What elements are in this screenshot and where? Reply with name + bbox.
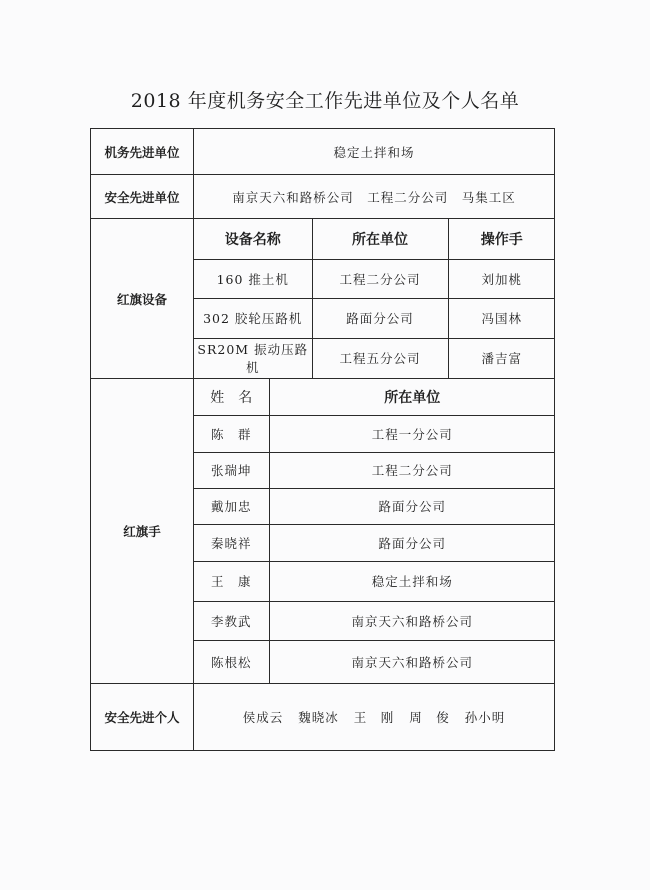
safety-person-name: 周 俊 (409, 710, 450, 725)
label-safety-person: 安全先进个人 (91, 684, 194, 751)
person-unit: 路面分公司 (269, 488, 555, 524)
equipment-unit: 路面分公司 (312, 298, 448, 338)
safety-person-name: 魏晓冰 (298, 710, 339, 725)
person-header-name: 姓 名 (194, 379, 269, 415)
person-header-row (194, 379, 555, 415)
person-row (194, 488, 555, 524)
equipment-operator: 冯国林 (448, 298, 555, 338)
person-unit: 南京天六和路桥公司 (269, 640, 555, 683)
value-safety-unit: 南京天六和路桥公司 工程二分公司 马集工区 (194, 175, 555, 219)
equipment-name: SR20M 振动压路机 (194, 338, 312, 378)
equipment-table-cell (194, 219, 555, 379)
equipment-name: 160 推土机 (194, 259, 312, 298)
label-machine-unit: 机务先进单位 (91, 129, 194, 175)
person-name: 陈 群 (194, 415, 269, 452)
person-row (194, 415, 555, 452)
equipment-operator: 刘加桃 (448, 259, 555, 298)
person-row (194, 561, 555, 601)
row-machine-unit (91, 129, 555, 175)
person-name: 陈根松 (194, 640, 269, 683)
person-unit: 路面分公司 (269, 524, 555, 561)
person-table-cell (194, 379, 555, 684)
equipment-operator: 潘吉富 (448, 338, 555, 378)
value-machine-unit: 稳定土拌和场 (194, 129, 555, 175)
person-name: 李教武 (194, 601, 269, 640)
honor-list-table (90, 128, 555, 751)
person-row (194, 524, 555, 561)
equipment-unit: 工程五分公司 (312, 338, 448, 378)
row-safety-unit (91, 175, 555, 219)
person-row (194, 601, 555, 640)
person-unit: 稳定土拌和场 (269, 561, 555, 601)
equipment-name: 302 胶轮压路机 (194, 298, 312, 338)
person-name: 秦晓祥 (194, 524, 269, 561)
equipment-header-row (194, 219, 555, 259)
equipment-row (194, 338, 555, 378)
safety-person-name: 王 刚 (353, 710, 395, 725)
equipment-header-unit: 所在单位 (312, 219, 448, 259)
label-red-flag-person: 红旗手 (91, 379, 194, 684)
person-name: 戴加忠 (194, 488, 269, 524)
person-header-unit: 所在单位 (269, 379, 555, 415)
person-unit: 南京天六和路桥公司 (269, 601, 555, 640)
row-safety-person (91, 684, 555, 751)
safety-person-name: 孙小明 (464, 710, 506, 725)
label-red-flag-equipment: 红旗设备 (91, 219, 194, 379)
equipment-header-operator: 操作手 (448, 219, 555, 259)
person-table (194, 379, 555, 683)
equipment-row (194, 259, 555, 298)
person-row (194, 452, 555, 488)
safety-person-names (194, 684, 555, 751)
row-red-flag-person (91, 379, 555, 684)
equipment-header-name: 设备名称 (194, 219, 312, 259)
person-row (194, 640, 555, 683)
person-unit: 工程一分公司 (269, 415, 555, 452)
person-name: 王 康 (194, 561, 269, 601)
equipment-unit: 工程二分公司 (312, 259, 448, 298)
label-safety-unit: 安全先进单位 (91, 175, 194, 219)
document-title: 2018 年度机务安全工作先进单位及个人名单 (130, 90, 520, 112)
equipment-table (194, 219, 555, 378)
row-red-flag-equipment (91, 219, 555, 379)
person-name: 张瑞坤 (194, 452, 269, 488)
person-unit: 工程二分公司 (269, 452, 555, 488)
equipment-row (194, 298, 555, 338)
safety-person-name: 侯成云 (242, 710, 284, 725)
